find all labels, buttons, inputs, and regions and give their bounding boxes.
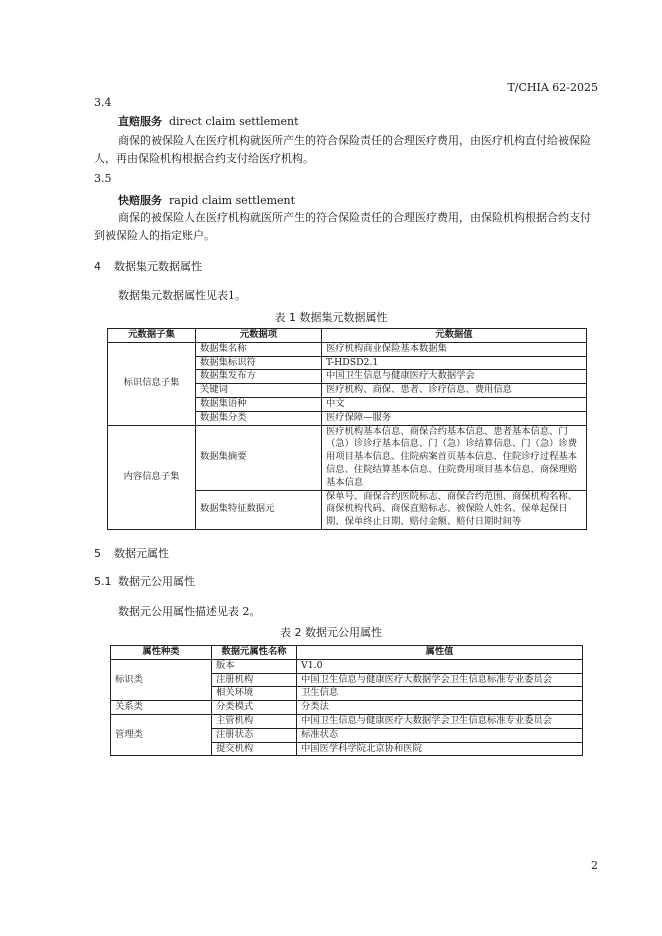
group-cell: 管理类 bbox=[111, 714, 212, 755]
term-title-zh: 快赔服务 bbox=[118, 194, 162, 207]
value-cell: 医疗机构商业保险基本数据集 bbox=[322, 342, 587, 356]
value-cell: V1.0 bbox=[297, 659, 583, 673]
standard-code: T/CHIA 62-2025 bbox=[507, 81, 598, 94]
term-title-en: rapid claim settlement bbox=[169, 194, 296, 207]
table-row bbox=[111, 659, 583, 673]
table-caption: 表 2 数据元公用属性 bbox=[280, 626, 382, 639]
subsection-heading bbox=[94, 573, 195, 589]
table-row bbox=[111, 714, 583, 728]
section-title: 数据集元数据属性 bbox=[114, 260, 202, 273]
item-cell: 版本 bbox=[212, 659, 297, 673]
value-cell: 中文 bbox=[322, 397, 587, 411]
section-heading bbox=[94, 545, 169, 561]
column-header: 元数据项 bbox=[196, 329, 322, 343]
value-cell: 中国卫生信息与健康医疗大数据学会卫生信息标准专业委员会 bbox=[297, 714, 583, 728]
term-number: 3.4 bbox=[94, 96, 112, 109]
table-caption: 表 1 数据集元数据属性 bbox=[274, 311, 388, 324]
section-title: 数据元属性 bbox=[114, 547, 169, 560]
value-cell: 中国医学科学院北京协和医院 bbox=[297, 742, 583, 756]
item-cell: 数据集语种 bbox=[196, 397, 322, 411]
group-cell: 内容信息子集 bbox=[108, 425, 196, 529]
value-cell: 保单号、商保合约医院标志、商保合约范围、商保机构名称、商保机构代码、商保直赔标志、被保险人姓名、保单起保日期、保单终止日期、赔付金额、赔付日期时间等 bbox=[322, 490, 587, 529]
item-cell: 数据集发布方 bbox=[196, 370, 322, 384]
value-cell: 医疗保障—服务 bbox=[322, 411, 587, 425]
section-heading bbox=[94, 258, 202, 274]
column-header: 属性值 bbox=[297, 646, 583, 660]
value-cell: 医疗机构基本信息、商保合约基本信息、患者基本信息、门（急）诊诊疗基本信息、门（急）诊结算信息、门（急）诊费用项目基本信息、住院病案首页基本信息、住院诊疗过程基本信息、住院结算基本信息、住院费用项目基本信息、商保理赔基本信息 bbox=[322, 425, 587, 490]
item-cell: 注册机构 bbox=[212, 673, 297, 687]
subsection-title: 数据元公用属性 bbox=[118, 575, 195, 588]
group-cell: 关系类 bbox=[111, 701, 212, 715]
value-cell: 中国卫生信息与健康医疗大数据学会卫生信息标准专业委员会 bbox=[297, 673, 583, 687]
column-header: 数据元属性名称 bbox=[212, 646, 297, 660]
item-cell: 数据集特征数据元 bbox=[196, 490, 322, 529]
item-cell: 提交机构 bbox=[212, 742, 297, 756]
item-cell: 相关环境 bbox=[212, 687, 297, 701]
section-intro: 数据集元数据属性见表1。 bbox=[118, 289, 246, 302]
item-cell: 数据集名称 bbox=[196, 342, 322, 356]
group-cell: 标识信息子集 bbox=[108, 342, 196, 425]
column-header: 元数据值 bbox=[322, 329, 587, 343]
item-cell: 数据集摘要 bbox=[196, 425, 322, 490]
value-cell: 分类法 bbox=[297, 701, 583, 715]
item-cell: 数据集分类 bbox=[196, 411, 322, 425]
value-cell: 中国卫生信息与健康医疗大数据学会 bbox=[322, 370, 587, 384]
section-number: 4 bbox=[94, 260, 101, 273]
section-intro: 数据元公用属性描述见表 2。 bbox=[118, 605, 261, 618]
table-row bbox=[108, 342, 587, 356]
value-cell: T-HDSD2.1 bbox=[322, 356, 587, 370]
table-row bbox=[111, 701, 583, 715]
value-cell: 医疗机构、商保、患者、诊疗信息、费用信息 bbox=[322, 384, 587, 398]
section-number: 5 bbox=[94, 547, 101, 560]
term-title bbox=[118, 113, 299, 129]
term-title-zh: 直赔服务 bbox=[118, 115, 162, 128]
subsection-number: 5.1 bbox=[94, 575, 112, 588]
table-row bbox=[108, 425, 587, 490]
item-cell: 关键词 bbox=[196, 384, 322, 398]
column-header: 属性种类 bbox=[111, 646, 212, 660]
term-title-en: direct claim settlement bbox=[169, 115, 299, 128]
value-cell: 标准状态 bbox=[297, 728, 583, 742]
item-cell: 注册状态 bbox=[212, 728, 297, 742]
item-cell: 数据集标识符 bbox=[196, 356, 322, 370]
table-header-row bbox=[111, 646, 583, 660]
term-title bbox=[118, 192, 295, 208]
table-header-row bbox=[108, 329, 587, 343]
page-number: 2 bbox=[591, 859, 598, 872]
metadata-table bbox=[107, 328, 587, 530]
term-definition: 商保的被保险人在医疗机构就医所产生的符合保险责任的合理医疗费用，由保险机构根据合约支付到被保险人的指定账户。 bbox=[94, 211, 591, 242]
item-cell: 分类模式 bbox=[212, 701, 297, 715]
value-cell: 卫生信息 bbox=[297, 687, 583, 701]
item-cell: 主管机构 bbox=[212, 714, 297, 728]
common-attributes-table bbox=[110, 645, 583, 756]
column-header: 元数据子集 bbox=[108, 329, 196, 343]
group-cell: 标识类 bbox=[111, 659, 212, 700]
term-number: 3.5 bbox=[94, 172, 112, 185]
term-definition: 商保的被保险人在医疗机构就医所产生的符合保险责任的合理医疗费用，由医疗机构直付给被保险人，再由保险机构根据合约支付给医疗机构。 bbox=[94, 134, 591, 165]
